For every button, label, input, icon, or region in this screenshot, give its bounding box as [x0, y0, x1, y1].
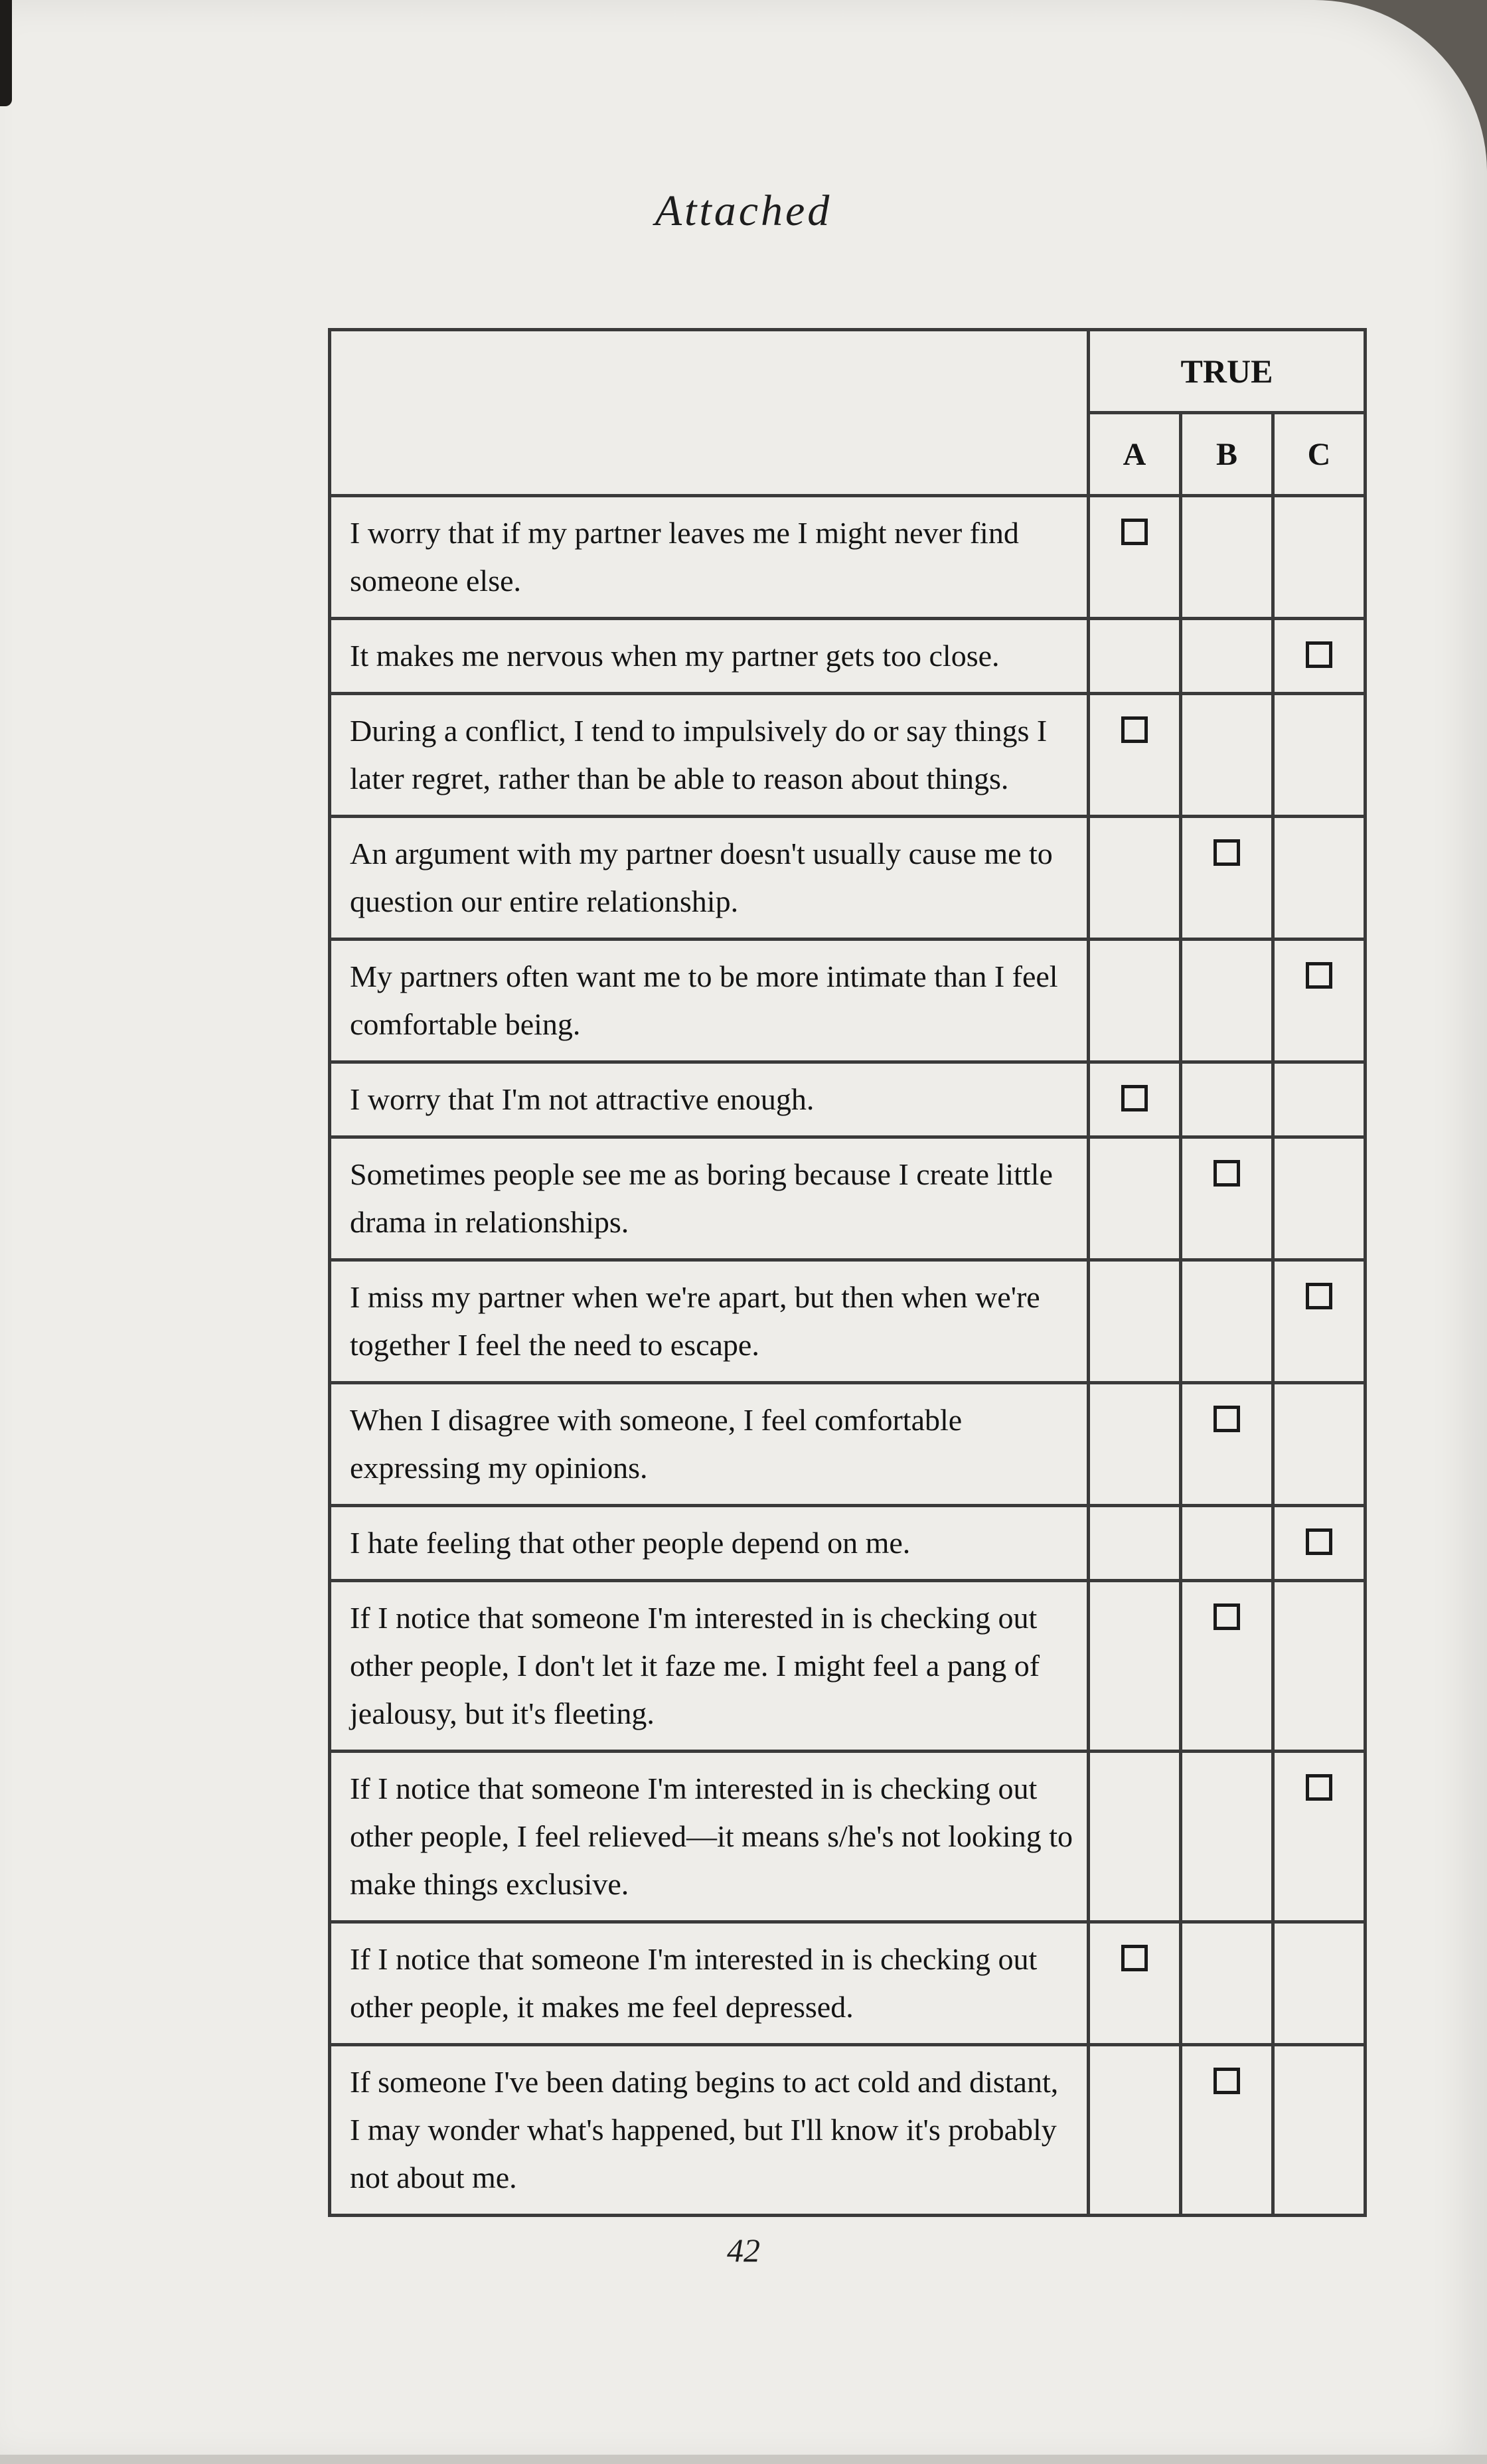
checkbox-b[interactable]: [1213, 1406, 1240, 1432]
table-row: [330, 694, 1366, 817]
table-row: [330, 1383, 1366, 1506]
option-cell-a: [1089, 1506, 1181, 1581]
option-cell-c: [1273, 619, 1366, 694]
checkbox-c[interactable]: [1306, 1283, 1332, 1309]
table-row: [330, 1260, 1366, 1383]
statement-text: It makes me nervous when my partner gets too close.: [330, 619, 1089, 694]
table-row: [330, 1137, 1366, 1260]
page-number: 42: [727, 2232, 760, 2269]
table-row: [330, 1581, 1366, 1752]
checkbox-b[interactable]: [1213, 1160, 1240, 1187]
checkbox-b[interactable]: [1213, 1603, 1240, 1630]
option-cell-a: [1089, 1260, 1181, 1383]
option-cell-a: [1089, 940, 1181, 1062]
option-cell-b: [1181, 1922, 1273, 2045]
table-row: [330, 1752, 1366, 1922]
option-cell-b: [1181, 1752, 1273, 1922]
option-cell-b: [1181, 1383, 1273, 1506]
checkbox-c[interactable]: [1306, 962, 1332, 989]
checkbox-b[interactable]: [1213, 839, 1240, 866]
table-row: [330, 619, 1366, 694]
statement-text: I worry that if my partner leaves me I might never find someone else.: [330, 496, 1089, 619]
statement-text: Sometimes people see me as boring because I create little drama in relationships.: [330, 1137, 1089, 1260]
checkbox-c[interactable]: [1306, 641, 1332, 668]
option-cell-b: [1181, 496, 1273, 619]
option-cell-b: [1181, 817, 1273, 940]
option-cell-a: [1089, 1383, 1181, 1506]
statement-text: If someone I've been dating begins to act cold and distant, I may wonder what's happened, but I'll know it's probably not about me.: [330, 2045, 1089, 2216]
statement-text: When I disagree with someone, I feel comfortable expressing my opinions.: [330, 1383, 1089, 1506]
true-header: TRUE: [1089, 330, 1366, 413]
option-cell-a: [1089, 1922, 1181, 2045]
page-bottom-edge: [0, 2455, 1487, 2464]
statement-text: During a conflict, I tend to impulsively do or say things I later regret, rather than be able to reason about things.: [330, 694, 1089, 817]
option-cell-b: [1181, 1506, 1273, 1581]
option-cell-b: [1181, 1137, 1273, 1260]
option-cell-a: [1089, 619, 1181, 694]
table-row: [330, 1062, 1366, 1137]
checkbox-a[interactable]: [1121, 1945, 1148, 1971]
option-cell-b: [1181, 619, 1273, 694]
table-row: [330, 1506, 1366, 1581]
option-cell-b: [1181, 1260, 1273, 1383]
option-cell-c: [1273, 1062, 1366, 1137]
attachment-quiz-table: [328, 328, 1367, 2217]
statement-text: If I notice that someone I'm interested in is checking out other people, it makes me feel depressed.: [330, 1922, 1089, 2045]
statement-text: I miss my partner when we're apart, but then when we're together I feel the need to escape.: [330, 1260, 1089, 1383]
spine-shadow: [0, 0, 12, 106]
table-row: [330, 2045, 1366, 2216]
option-cell-a: [1089, 496, 1181, 619]
table-row: [330, 817, 1366, 940]
option-cell-b: [1181, 940, 1273, 1062]
option-cell-a: [1089, 1581, 1181, 1752]
running-head: Attached: [655, 187, 832, 235]
option-cell-a: [1089, 1137, 1181, 1260]
option-cell-b: [1181, 1062, 1273, 1137]
checkbox-c[interactable]: [1306, 1774, 1332, 1801]
header-row-1: [330, 330, 1366, 413]
statement-text: An argument with my partner doesn't usually cause me to question our entire relationship.: [330, 817, 1089, 940]
table-row: [330, 940, 1366, 1062]
option-cell-a: [1089, 2045, 1181, 2216]
option-cell-c: [1273, 1506, 1366, 1581]
option-cell-c: [1273, 1260, 1366, 1383]
column-header-c: C: [1273, 413, 1366, 496]
option-cell-c: [1273, 1922, 1366, 2045]
option-cell-c: [1273, 694, 1366, 817]
table-row: [330, 1922, 1366, 2045]
checkbox-b[interactable]: [1213, 2068, 1240, 2094]
option-cell-c: [1273, 1137, 1366, 1260]
option-cell-c: [1273, 940, 1366, 1062]
option-cell-b: [1181, 1581, 1273, 1752]
statement-text: I hate feeling that other people depend on me.: [330, 1506, 1089, 1581]
checkbox-a[interactable]: [1121, 1085, 1148, 1111]
option-cell-c: [1273, 1752, 1366, 1922]
option-cell-c: [1273, 1383, 1366, 1506]
option-cell-c: [1273, 1581, 1366, 1752]
checkbox-a[interactable]: [1121, 716, 1148, 743]
option-cell-b: [1181, 2045, 1273, 2216]
option-cell-b: [1181, 694, 1273, 817]
column-header-a: A: [1089, 413, 1181, 496]
statement-text: I worry that I'm not attractive enough.: [330, 1062, 1089, 1137]
column-header-b: B: [1181, 413, 1273, 496]
statement-header-blank: [330, 330, 1089, 496]
statement-text: My partners often want me to be more intimate than I feel comfortable being.: [330, 940, 1089, 1062]
option-cell-c: [1273, 817, 1366, 940]
option-cell-c: [1273, 2045, 1366, 2216]
statement-text: If I notice that someone I'm interested in is checking out other people, I don't let it faze me. I might feel a pang of jealousy, but it's fleeting.: [330, 1581, 1089, 1752]
table-row: [330, 496, 1366, 619]
statement-text: If I notice that someone I'm interested in is checking out other people, I feel relieved—it means s/he's not looking to make things exclusive.: [330, 1752, 1089, 1922]
option-cell-a: [1089, 694, 1181, 817]
option-cell-a: [1089, 1752, 1181, 1922]
option-cell-a: [1089, 1062, 1181, 1137]
checkbox-a[interactable]: [1121, 519, 1148, 545]
quiz-body: [330, 496, 1366, 2216]
option-cell-c: [1273, 496, 1366, 619]
checkbox-c[interactable]: [1306, 1528, 1332, 1555]
option-cell-a: [1089, 817, 1181, 940]
